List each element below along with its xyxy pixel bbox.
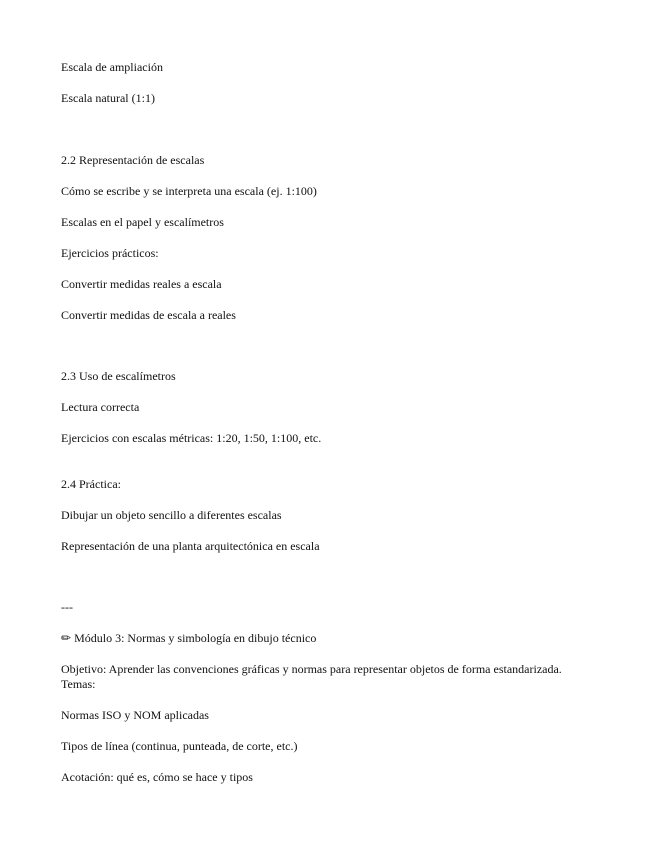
text-escala-natural: Escala natural (1:1) [61,91,155,105]
text-planta-arquitectonica: Representación de una planta arquitectónica en escala [61,539,320,553]
text-temas: Temas: [61,677,96,691]
pencil-icon: ✏ [61,631,72,645]
text-normas-iso-nom: Normas ISO y NOM aplicadas [61,708,209,722]
text-ejercicios-metricas: Ejercicios con escalas métricas: 1:20, 1:50, 1:100, etc. [61,431,322,445]
text-tipos-linea: Tipos de línea (continua, punteada, de corte, etc.) [61,739,298,753]
text-convertir-reales-escala: Convertir medidas reales a escala [61,277,222,291]
text-convertir-escala-reales: Convertir medidas de escala a reales [61,308,236,322]
text-ejercicios-practicos: Ejercicios prácticos: [61,246,159,260]
text-objetivo: Objetivo: Aprender las convenciones gráficas y normas para representar objetos de forma estandarizada. [61,662,562,676]
text-escalas-papel: Escalas en el papel y escalímetros [61,215,224,229]
heading-2-4: 2.4 Práctica: [61,477,121,491]
heading-2-2: 2.2 Representación de escalas [61,153,205,167]
heading-2-3: 2.3 Uso de escalímetros [61,369,176,383]
text-acotacion: Acotación: qué es, cómo se hace y tipos [61,770,253,784]
heading-modulo-3 [61,631,621,646]
text-escala-ampliacion: Escala de ampliación [61,60,163,74]
text-dibujar-objeto: Dibujar un objeto sencillo a diferentes escalas [61,508,282,522]
text-lectura-correcta: Lectura correcta [61,400,140,414]
text-como-se-escribe: Cómo se escribe y se interpreta una escala (ej. 1:100) [61,184,317,198]
heading-modulo-3-text: Módulo 3: Normas y simbología en dibujo técnico [74,631,317,645]
separator-dashes: --- [61,600,73,614]
